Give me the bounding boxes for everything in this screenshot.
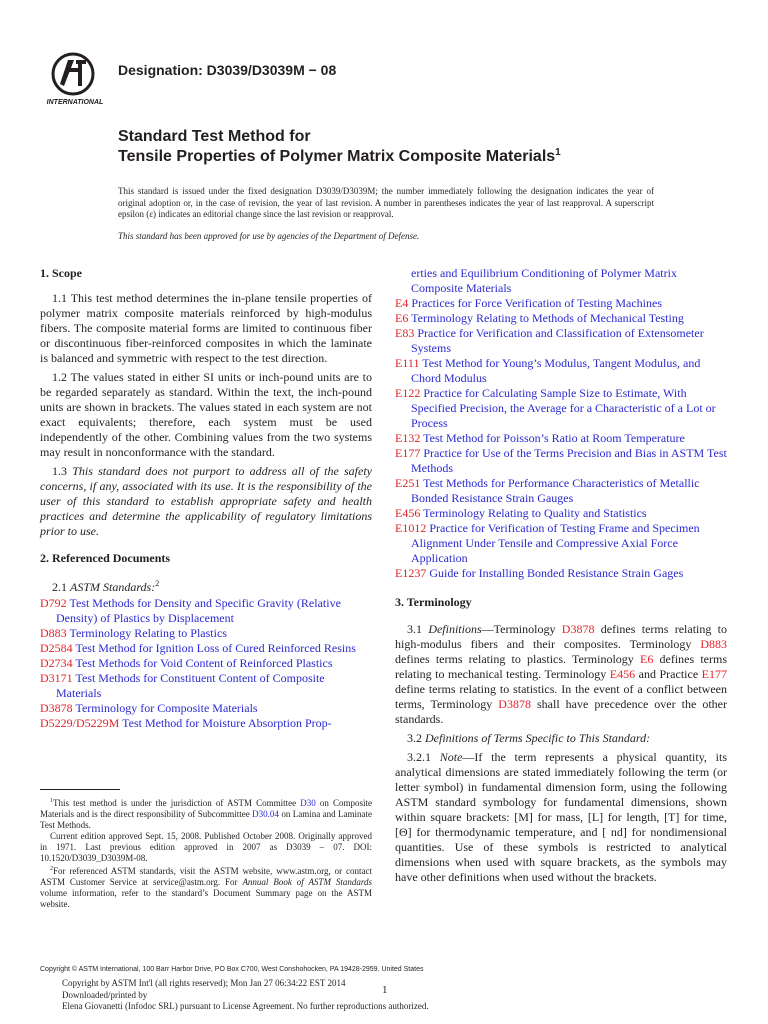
section-heading-referenced: 2. Referenced Documents (40, 551, 171, 565)
committee-link[interactable]: D30 (300, 798, 316, 808)
issuance-note: This standard is issued under the fixed designation D3039/D3039M; the number immediately following the designation indicates the year of original adoption or, in the case of revision, the year of last revision. A number in parentheses indicates the year of last reapproval. A superscript epsilon (ε) indicates an editorial change since the last revision or reapproval. (118, 186, 654, 219)
reference-item[interactable]: D792 Test Methods for Density and Specific Gravity (Relative Density) of Plastics by Displacement (40, 596, 341, 625)
reference-item[interactable]: D883 Terminology Relating to Plastics (40, 626, 227, 640)
footnote-1-edition: Current edition approved Sept. 15, 2008. Published October 2008. Originally approved in 1971. Last previous edition approved in 2007 as D3039 – 07. DOI: 10.1520/D3039_D3039M-08. (40, 831, 372, 863)
reference-item[interactable]: E1237 Guide for Installing Bonded Resistance Strain Gages (395, 566, 684, 580)
reference-item[interactable]: D2584 Test Method for Ignition Loss of Cured Reinforced Resins (40, 641, 356, 655)
reference-item[interactable]: E1012 Practice for Verification of Testing Frame and Specimen Alignment Under Tensile and Compressive Axial Force Application (395, 521, 700, 565)
document-title (118, 127, 561, 169)
copyright-line: Copyright © ASTM International, 100 Barr Harbor Drive, PO Box C700, West Conshohocken, PA 19428-2959. United States (40, 966, 424, 973)
right-column (395, 266, 727, 889)
license-line-1: Copyright by ASTM Int'l (all rights reserved); Mon Jan 27 06:34:22 EST 2014 (62, 978, 346, 988)
subcommittee-link[interactable]: D30.04 (252, 809, 279, 819)
reference-item[interactable]: E456 Terminology Relating to Quality and Statistics (395, 506, 647, 520)
terminology-3-1: 3.1 Definitions—Terminology D3878 defines terms relating to high-modulus fibers and their composites. Terminology D883 defines terms relating to plastics. Terminology E6 defines terms relating to mechanical testing. Terminology E456 and Practice E177 define terms relating to statistics. In the event of a conflict between terms, Terminology D3878 shall have precedence over the other standards. (395, 622, 728, 726)
license-line-3: Elena Giovanetti (Infodoc SRL) pursuant to License Agreement. No further reproductions authorized. (62, 1001, 429, 1011)
term-link[interactable]: E177 (701, 667, 727, 681)
reference-item[interactable]: E6 Terminology Relating to Methods of Mechanical Testing (395, 311, 684, 325)
reference-item[interactable]: E111 Test Method for Young’s Modulus, Tangent Modulus, and Chord Modulus (395, 356, 701, 385)
page-number: 1 (382, 984, 388, 996)
reference-item[interactable]: D5229/D5229M Test Method for Moisture Absorption Prop- (40, 716, 332, 730)
astm-logo (40, 50, 110, 106)
reference-item[interactable]: E132 Test Method for Poisson’s Ratio at Room Temperature (395, 431, 685, 445)
reference-item[interactable]: E4 Practices for Force Verification of Testing Machines (395, 296, 662, 310)
reference-item[interactable]: D3171 Test Methods for Constituent Content of Composite Materials (40, 671, 325, 700)
terminology-3-2-1: 3.2.1 Note—If the term represents a physical quantity, its analytical dimensions are stated immediately following the term (or letter symbol) in fundamental dimension form, using the following ASTM standard symbology for fundamental dimensions, shown within square brackets: [M] for mass, [L] for length, [T] for time, [Θ] for thermodynamic temperature, and [ nd] for nondimensional quantities. Use of these symbols is restricted to analytical dimensions when used with square brackets, as the symbols may have other definitions when used without the brackets. (395, 750, 727, 884)
footnote-2: $^2$For referenced ASTM standards, visit the ASTM website, www.astm.org, or contact ASTM Customer Service at service@astm.org. For Annual Book of ASTM Standards volume information, refer to the standard’s Document Summary page on the ASTM website. (40, 866, 372, 909)
terminology-3-2: 3.2 Definitions of Terms Specific to This Standard: (407, 731, 651, 745)
scope-1-2: 1.2 The values stated in either SI units or inch-pound units are to be regarded separately as standard. Within the text, the inch-pound units are shown in brackets. The values stated in each system are not exact equivalents; therefore, each system must be used independently of the other. Combining values from the two systems may result in nonconformance with the standard. (40, 370, 372, 459)
scope-1-3: 1.3 This standard does not purport to address all of the safety concerns, if any, associated with its use. It is the responsibility of the user of this standard to establish appropriate safety and health practices and determine the applicability of regulatory limitations prior to use. (40, 464, 372, 538)
footnotes (40, 796, 372, 910)
reference-item[interactable]: D2734 Test Methods for Void Content of Reinforced Plastics (40, 656, 333, 670)
section-heading-terminology: 3. Terminology (395, 595, 472, 609)
term-link[interactable]: E456 (609, 667, 636, 681)
section-heading-scope: 1. Scope (40, 266, 82, 280)
license-line-2: Downloaded/printed by (62, 989, 148, 1000)
designation: Designation: D3039/D3039M − 08 (118, 62, 337, 78)
title-footnote-mark: 1 (555, 147, 561, 158)
title-line-1: Standard Test Method for (118, 128, 311, 145)
logo-text: INTERNATIONAL (46, 99, 104, 106)
term-link[interactable]: E6 (639, 652, 654, 666)
footnote-1: $^1$This test method is under the jurisdiction of ASTM Committee D30 on Composite Materials and is the direct responsibility of Subcommittee D30.04 on Lamina and Laminate Test Methods. (40, 798, 372, 830)
reference-item[interactable]: D3878 Terminology for Composite Materials (40, 701, 258, 715)
approval-note: This standard has been approved for use by agencies of the Department of Defense. (118, 231, 420, 241)
scope-1-1: 1.1 This test method determines the in-plane tensile properties of polymer matrix composite materials reinforced by high-modulus fibers. The composite material forms are limited to continuous fiber or discontinuous fiber-reinforced composites in which the laminate is balanced and symmetric with respect to the test direction. (40, 291, 372, 365)
left-column (40, 266, 372, 731)
astm-standards-subhead: 2.1 ASTM Standards:$^2$ (52, 579, 160, 594)
reference-item[interactable]: E83 Practice for Verification and Classification of Extensometer Systems (395, 326, 704, 355)
reference-item[interactable]: E251 Test Methods for Performance Characteristics of Metallic Bonded Resistance Strain Gauges (395, 476, 700, 505)
title-line-2: Tensile Properties of Polymer Matrix Composite Materials$^1$ (118, 147, 561, 165)
term-link[interactable]: D883 (700, 637, 727, 651)
footnote-rule (40, 789, 120, 790)
license-block (62, 978, 562, 1013)
reference-item[interactable]: E122 Practice for Calculating Sample Size to Estimate, With Specified Precision, the Average for a Characteristic of a Lot or Process (395, 386, 716, 430)
reference-item[interactable]: E177 Practice for Use of the Terms Precision and Bias in ASTM Test Methods (395, 446, 727, 475)
reference-continuation[interactable]: erties and Equilibrium Conditioning of Polymer Matrix Composite Materials (411, 266, 677, 295)
term-link[interactable]: D3878 (498, 697, 531, 711)
term-link[interactable]: D3878 (561, 622, 595, 636)
